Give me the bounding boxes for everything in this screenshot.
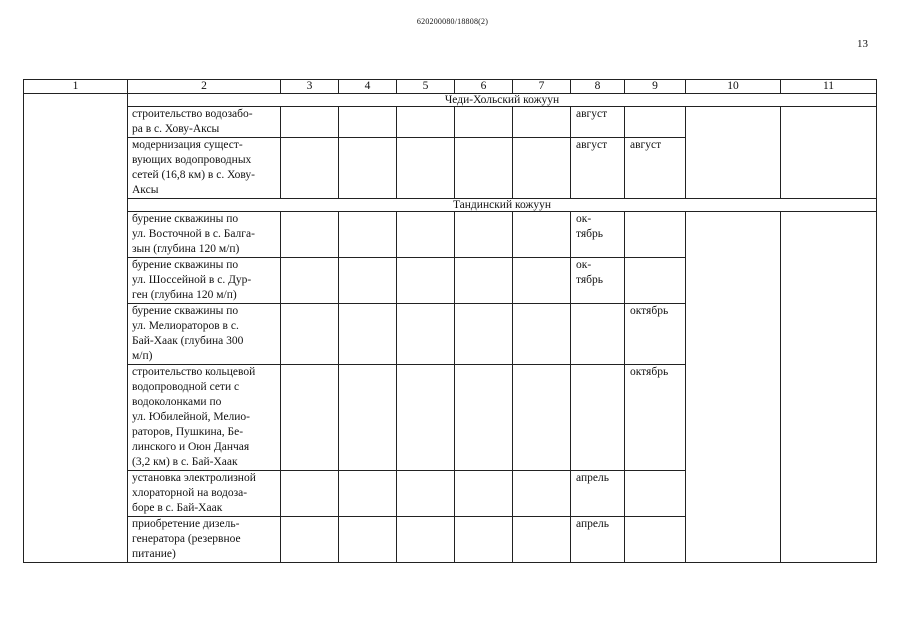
empty-cell bbox=[513, 107, 571, 138]
description-line: строительство кольцевой bbox=[132, 366, 256, 378]
empty-cell bbox=[339, 517, 397, 563]
empty-cell bbox=[455, 258, 513, 304]
month-cell-col8: август bbox=[571, 138, 625, 199]
empty-cell bbox=[339, 365, 397, 471]
column-10-cell bbox=[686, 212, 781, 563]
month-cell-col9 bbox=[625, 107, 686, 138]
empty-cell bbox=[339, 304, 397, 365]
measure-description bbox=[128, 304, 281, 365]
measure-description bbox=[128, 138, 281, 199]
month-cell-col9: август bbox=[625, 138, 686, 199]
empty-cell bbox=[339, 107, 397, 138]
empty-cell bbox=[397, 212, 455, 258]
description-line: (3,2 км) в с. Бай-Хаак bbox=[132, 456, 238, 468]
description-line: хлораторной на водоза- bbox=[132, 487, 248, 499]
description-line: боре в с. Бай-Хаак bbox=[132, 502, 223, 514]
column-1-cell bbox=[24, 94, 128, 563]
description-line: вующих водопроводных bbox=[132, 154, 252, 166]
description-line: ул. Мелиораторов в с. bbox=[132, 320, 239, 332]
measure-description bbox=[128, 212, 281, 258]
empty-cell bbox=[339, 212, 397, 258]
table-row bbox=[24, 212, 877, 258]
month-cell-col8: август bbox=[571, 107, 625, 138]
empty-cell bbox=[397, 304, 455, 365]
empty-cell bbox=[455, 365, 513, 471]
description-line: ра в с. Хову-Аксы bbox=[132, 123, 220, 135]
description-line: водоколонками по bbox=[132, 396, 222, 408]
description-line: сетей (16,8 км) в с. Хову- bbox=[132, 169, 256, 181]
month-cell-col9 bbox=[625, 258, 686, 304]
document-id: 620200080/18808(2) bbox=[416, 17, 489, 26]
column-11-cell bbox=[781, 212, 877, 563]
month-cell-col8 bbox=[571, 304, 625, 365]
empty-cell bbox=[513, 365, 571, 471]
empty-cell bbox=[513, 304, 571, 365]
empty-cell bbox=[339, 138, 397, 199]
description-line: установка электролизной bbox=[132, 472, 256, 484]
empty-cell bbox=[339, 471, 397, 517]
column-header: 10 bbox=[686, 80, 781, 94]
empty-cell bbox=[281, 517, 339, 563]
empty-cell bbox=[513, 258, 571, 304]
empty-cell bbox=[281, 304, 339, 365]
empty-cell bbox=[281, 212, 339, 258]
empty-cell bbox=[455, 304, 513, 365]
month-cell-col9 bbox=[625, 212, 686, 258]
empty-cell bbox=[455, 138, 513, 199]
month-cell-col9: октябрь bbox=[625, 304, 686, 365]
empty-cell bbox=[455, 107, 513, 138]
page-number: 13 bbox=[857, 38, 868, 50]
measure-description bbox=[128, 517, 281, 563]
description-line: питание) bbox=[132, 548, 176, 560]
month-cell-col9: октябрь bbox=[625, 365, 686, 471]
description-line: приобретение дизель- bbox=[132, 518, 240, 530]
measure-description bbox=[128, 365, 281, 471]
column-number-row bbox=[24, 80, 877, 94]
description-line: зын (глубина 120 м/п) bbox=[132, 243, 240, 255]
district-heading: Чеди-Хольский кожуун bbox=[128, 94, 877, 107]
description-line: ул. Восточной в с. Балга- bbox=[132, 228, 255, 240]
empty-cell bbox=[513, 471, 571, 517]
description-line: Бай-Хаак (глубина 300 bbox=[132, 335, 244, 347]
measure-description bbox=[128, 471, 281, 517]
description-line: строительство водозабо- bbox=[132, 108, 253, 120]
description-line: бурение скважины по bbox=[132, 213, 239, 225]
month-cell-col8 bbox=[571, 365, 625, 471]
description-line: ул. Юбилейной, Мелио- bbox=[132, 411, 251, 423]
measure-description bbox=[128, 107, 281, 138]
empty-cell bbox=[455, 212, 513, 258]
column-11-cell bbox=[781, 107, 877, 199]
empty-cell bbox=[281, 471, 339, 517]
column-header: 7 bbox=[513, 80, 571, 94]
column-header: 11 bbox=[781, 80, 877, 94]
column-10-cell bbox=[686, 107, 781, 199]
description-line: ул. Шоссейной в с. Дур- bbox=[132, 274, 252, 286]
month-cell-col9 bbox=[625, 471, 686, 517]
description-line: м/п) bbox=[132, 350, 153, 362]
column-header: 4 bbox=[339, 80, 397, 94]
district-row bbox=[24, 199, 877, 212]
empty-cell bbox=[339, 258, 397, 304]
description-line: Аксы bbox=[132, 184, 159, 196]
table-row bbox=[24, 107, 877, 138]
empty-cell bbox=[513, 212, 571, 258]
district-heading: Тандинский кожуун bbox=[128, 199, 877, 212]
month-cell-col8: ок- тябрь bbox=[571, 212, 625, 258]
description-line: модернизация сущест- bbox=[132, 139, 243, 151]
column-header: 5 bbox=[397, 80, 455, 94]
column-header: 3 bbox=[281, 80, 339, 94]
column-header: 2 bbox=[128, 80, 281, 94]
empty-cell bbox=[397, 107, 455, 138]
empty-cell bbox=[397, 471, 455, 517]
empty-cell bbox=[513, 138, 571, 199]
description-line: линского и Оюн Данчая bbox=[132, 441, 250, 453]
description-line: генератора (резервное bbox=[132, 533, 241, 545]
description-line: водопроводной сети с bbox=[132, 381, 240, 393]
empty-cell bbox=[455, 517, 513, 563]
description-line: раторов, Пушкина, Бе- bbox=[132, 426, 244, 438]
column-header: 6 bbox=[455, 80, 513, 94]
description-line: бурение скважины по bbox=[132, 259, 239, 271]
month-cell-col9 bbox=[625, 517, 686, 563]
empty-cell bbox=[397, 517, 455, 563]
column-header: 1 bbox=[24, 80, 128, 94]
month-cell-col8: ок- тябрь bbox=[571, 258, 625, 304]
empty-cell bbox=[397, 138, 455, 199]
empty-cell bbox=[397, 258, 455, 304]
empty-cell bbox=[281, 258, 339, 304]
district-row bbox=[24, 94, 877, 107]
column-header: 8 bbox=[571, 80, 625, 94]
measure-description bbox=[128, 258, 281, 304]
month-cell-col8: апрель bbox=[571, 471, 625, 517]
description-line: бурение скважины по bbox=[132, 305, 239, 317]
month-cell-col8: апрель bbox=[571, 517, 625, 563]
column-header: 9 bbox=[625, 80, 686, 94]
empty-cell bbox=[281, 365, 339, 471]
empty-cell bbox=[281, 107, 339, 138]
empty-cell bbox=[281, 138, 339, 199]
empty-cell bbox=[455, 471, 513, 517]
plan-table bbox=[23, 79, 877, 563]
empty-cell bbox=[513, 517, 571, 563]
description-line: ген (глубина 120 м/п) bbox=[132, 289, 237, 301]
empty-cell bbox=[397, 365, 455, 471]
